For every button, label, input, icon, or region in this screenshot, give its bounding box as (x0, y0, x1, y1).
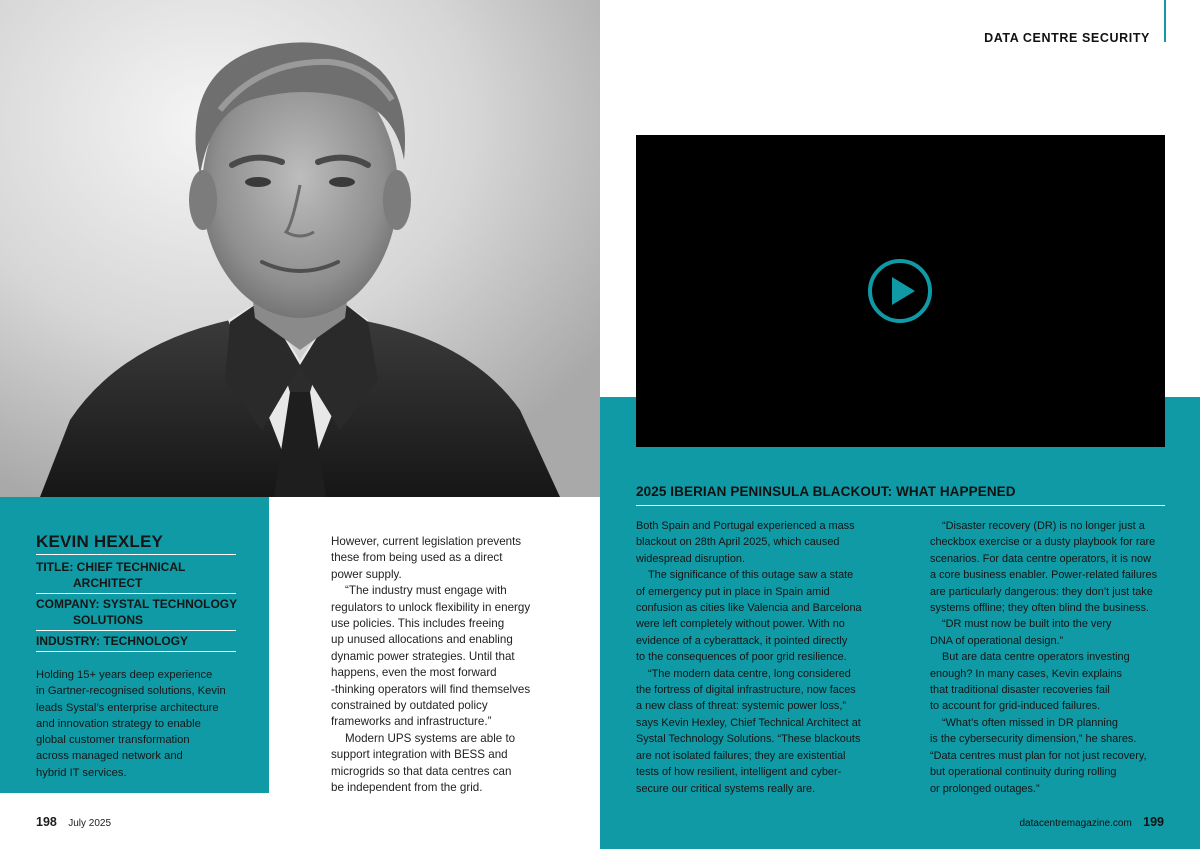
text-line: these from being used as a direct (331, 551, 503, 565)
text-line: support integration with BESS and (331, 748, 508, 762)
text-line: widespread disruption. (636, 552, 745, 565)
divider (636, 505, 1165, 506)
profile-company-line1: COMPANY: SYSTAL TECHNOLOGY (36, 597, 238, 611)
bio-line: leads Systal’s enterprise architecture (36, 701, 219, 714)
divider (36, 554, 236, 555)
text-line: constrained by outdated policy (331, 699, 488, 713)
website-url[interactable]: datacentremagazine.com (1019, 818, 1132, 829)
text-line: “The industry must engage with (345, 584, 507, 598)
text-line: or prolonged outages.” (930, 782, 1040, 795)
bio-line: global customer transformation (36, 734, 190, 747)
bio-line: Holding 15+ years deep experience (36, 669, 213, 681)
text-line: Both Spain and Portugal experienced a mass (636, 520, 855, 532)
text-line: is the cybersecurity dimension,” he shares. (930, 733, 1137, 746)
text-line: tests of how resilient, intelligent and cyber- (636, 766, 842, 779)
profile-industry: INDUSTRY: TECHNOLOGY (36, 634, 188, 648)
text-line: a core business enabler. Power-related failures (930, 569, 1158, 582)
text-line: to account for grid-induced failures. (930, 700, 1101, 713)
text-line: frameworks and infrastructure.” (331, 715, 492, 729)
bio-line: in Gartner-recognised solutions, Kevin (36, 685, 226, 698)
text-line: a new class of threat: systemic power loss,” (636, 700, 847, 713)
profile-bio (36, 667, 251, 781)
text-line: “What’s often missed in DR planning (942, 716, 1118, 729)
article-column-1 (331, 534, 567, 797)
text-line: were left completely without power. With no (636, 618, 845, 631)
text-line: secure our critical systems really are. (636, 782, 816, 795)
text-line: Modern UPS systems are able to (345, 731, 516, 745)
text-line: Systal Technology Solutions. “These blackouts (636, 733, 861, 746)
text-line: regulators to unlock flexibility in energy (331, 600, 531, 614)
issue-date: July 2025 (68, 818, 112, 829)
text-line: “Disaster recovery (DR) is no longer just a (942, 520, 1145, 532)
text-line: systems offline; they often blind the business. (930, 602, 1149, 615)
text-line: -thinking operators will find themselves (331, 682, 531, 696)
text-line: but operational continuity during rolling (930, 766, 1117, 779)
divider (36, 630, 236, 631)
page-number-right: 199 (1143, 815, 1164, 829)
text-line: are not isolated failures; they are existential (636, 749, 846, 762)
profile-card (0, 497, 269, 793)
text-line: “The modern data centre, long considered (648, 667, 851, 680)
text-line: says Kevin Hexley, Chief Technical Architect at (636, 716, 861, 729)
text-line: evidence of a cyberattack, it pointed directly (636, 634, 848, 647)
header-accent-line (1164, 0, 1166, 42)
play-circle-icon[interactable] (867, 258, 933, 324)
footer-left (36, 815, 111, 829)
portrait-photo (0, 0, 600, 497)
bio-line: across managed network and (36, 750, 183, 763)
text-line: happens, even the most forward (331, 666, 497, 680)
text-line: that traditional disaster recoveries fail (930, 684, 1110, 697)
article-column-2 (636, 518, 876, 797)
text-line: But are data centre operators investing (942, 651, 1130, 664)
text-line: confusion as cities like Valencia and Barcelona (636, 602, 862, 615)
section-heading: 2025 IBERIAN PENINSULA BLACKOUT: WHAT HAPPENED (636, 484, 1016, 499)
text-line: be independent from the grid. (331, 781, 483, 795)
text-line: use policies. This includes freeing (331, 617, 505, 631)
profile-name: KEVIN HEXLEY (36, 532, 164, 551)
divider (36, 593, 236, 594)
text-line: DNA of operational design.” (930, 634, 1064, 647)
text-line: enough? In many cases, Kevin explains (930, 667, 1122, 680)
text-line: “Data centres must plan for not just recovery, (930, 749, 1147, 762)
profile-title-line2: ARCHITECT (73, 576, 143, 590)
text-line: blackout on 28th April 2025, which caused (636, 536, 840, 549)
text-line: scenarios. For data centre operators, it is now (930, 552, 1151, 565)
bio-line: hybrid IT services. (36, 766, 127, 779)
text-line: The significance of this outage saw a state (648, 569, 854, 582)
profile-title (36, 559, 246, 591)
text-line: checkbox exercise or a dusty playbook for rare (930, 536, 1156, 549)
text-line: to the consequences of poor grid resilience. (636, 651, 847, 664)
text-line: are particularly dangerous: they don’t just take (930, 585, 1153, 598)
text-line: power supply. (331, 567, 402, 581)
divider (36, 651, 236, 652)
text-line: However, current legislation prevents (331, 535, 522, 548)
profile-company (36, 596, 246, 628)
footer-right (1020, 815, 1165, 829)
text-line: up unused allocations and enabling (331, 633, 513, 647)
article-column-3 (930, 518, 1170, 797)
text-line: microgrids so that data centres can (331, 764, 512, 778)
profile-title-line1: TITLE: CHIEF TECHNICAL (36, 560, 186, 574)
bio-line: and innovation strategy to enable (36, 717, 201, 730)
page-number-left: 198 (36, 815, 57, 829)
text-line: of emergency put in place in Spain amid (636, 585, 830, 598)
section-header: DATA CENTRE SECURITY (984, 31, 1150, 45)
text-line: “DR must now be built into the very (942, 618, 1112, 631)
text-line: dynamic power strategies. Until that (331, 649, 515, 663)
text-line: the fortress of digital infrastructure, now faces (636, 684, 856, 697)
profile-company-line2: SOLUTIONS (73, 613, 144, 627)
portrait-illustration (0, 0, 600, 497)
